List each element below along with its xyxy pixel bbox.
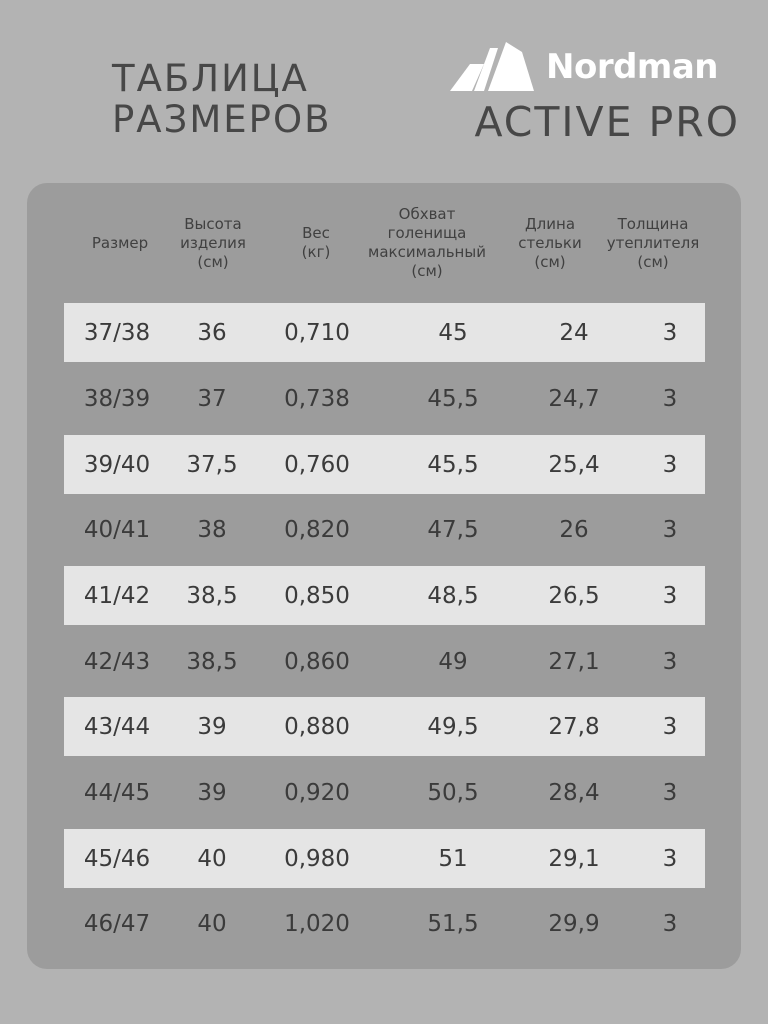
brand-name: Nordman (546, 47, 718, 87)
table-header (27, 183, 741, 303)
cell-height: 38,5 (186, 648, 238, 675)
cell-height: 40 (197, 910, 227, 937)
cell-shaft-girth: 51,5 (427, 910, 479, 937)
brand-logo (450, 42, 718, 92)
cell-shaft-girth: 45,5 (427, 451, 479, 478)
cell-size: 43/44 (83, 713, 151, 740)
cell-insole-length: 25,4 (548, 451, 600, 478)
cell-size: 44/45 (83, 779, 151, 806)
cell-shaft-girth: 49,5 (427, 713, 479, 740)
header-size: Размер (91, 233, 149, 252)
cell-insole-length: 26 (559, 516, 589, 543)
table-row (64, 500, 705, 559)
cell-height: 39 (197, 713, 227, 740)
cell-weight: 0,850 (284, 582, 350, 609)
cell-insole-length: 29,9 (548, 910, 600, 937)
header-insulation-thickness: Толщина утеплителя (см) (606, 214, 700, 271)
table-row (64, 894, 705, 953)
cell-height: 40 (197, 845, 227, 872)
cell-size: 37/38 (83, 319, 151, 346)
product-model: ACTIVE PRO (474, 98, 740, 146)
table-row (64, 763, 705, 822)
cell-insole-length: 27,8 (548, 713, 600, 740)
cell-weight: 0,760 (284, 451, 350, 478)
cell-height: 38 (197, 516, 227, 543)
cell-height: 37 (197, 385, 227, 412)
cell-shaft-girth: 48,5 (427, 582, 479, 609)
cell-size: 41/42 (83, 582, 151, 609)
cell-weight: 0,820 (284, 516, 350, 543)
header-shaft-girth: Обхват голенища максимальный (см) (368, 205, 486, 280)
cell-insulation: 3 (662, 648, 678, 675)
cell-size: 42/43 (83, 648, 151, 675)
cell-height: 36 (197, 319, 227, 346)
cell-size: 39/40 (83, 451, 151, 478)
cell-insulation: 3 (662, 451, 678, 478)
cell-shaft-girth: 45,5 (427, 385, 479, 412)
cell-height: 38,5 (186, 582, 238, 609)
mountain-logo-icon (450, 42, 534, 92)
table-row (64, 369, 705, 428)
table-row (64, 829, 705, 888)
title-line-1: ТАБЛИЦА (112, 57, 309, 100)
title-line-2: РАЗМЕРОВ (112, 98, 332, 141)
cell-insulation: 3 (662, 713, 678, 740)
cell-insulation: 3 (662, 582, 678, 609)
cell-insole-length: 24,7 (548, 385, 600, 412)
cell-insole-length: 26,5 (548, 582, 600, 609)
cell-height: 39 (197, 779, 227, 806)
cell-weight: 1,020 (284, 910, 350, 937)
cell-insulation: 3 (662, 910, 678, 937)
cell-height: 37,5 (186, 451, 238, 478)
cell-insole-length: 24 (559, 319, 589, 346)
cell-insole-length: 27,1 (548, 648, 600, 675)
header-insole-length: Длина стельки (см) (518, 214, 582, 271)
cell-size: 38/39 (83, 385, 151, 412)
cell-shaft-girth: 51 (438, 845, 468, 872)
size-table (27, 183, 741, 969)
cell-weight: 0,710 (284, 319, 350, 346)
cell-weight: 0,980 (284, 845, 350, 872)
cell-shaft-girth: 50,5 (427, 779, 479, 806)
cell-weight: 0,860 (284, 648, 350, 675)
cell-insulation: 3 (662, 516, 678, 543)
cell-insole-length: 28,4 (548, 779, 600, 806)
table-row (64, 435, 705, 494)
cell-size: 46/47 (83, 910, 151, 937)
table-row (64, 566, 705, 625)
cell-insulation: 3 (662, 385, 678, 412)
cell-weight: 0,738 (284, 385, 350, 412)
header-weight: Вес (кг) (301, 224, 331, 261)
cell-shaft-girth: 49 (438, 648, 468, 675)
cell-insole-length: 29,1 (548, 845, 600, 872)
page-title (112, 58, 331, 140)
table-row (64, 303, 705, 362)
cell-shaft-girth: 47,5 (427, 516, 479, 543)
cell-weight: 0,920 (284, 779, 350, 806)
cell-insulation: 3 (662, 319, 678, 346)
cell-size: 40/41 (83, 516, 151, 543)
table-row (64, 632, 705, 691)
cell-insulation: 3 (662, 779, 678, 806)
header-height: Высота изделия (см) (180, 214, 246, 271)
table-row (64, 697, 705, 756)
cell-shaft-girth: 45 (438, 319, 468, 346)
cell-weight: 0,880 (284, 713, 350, 740)
cell-insulation: 3 (662, 845, 678, 872)
cell-size: 45/46 (83, 845, 151, 872)
